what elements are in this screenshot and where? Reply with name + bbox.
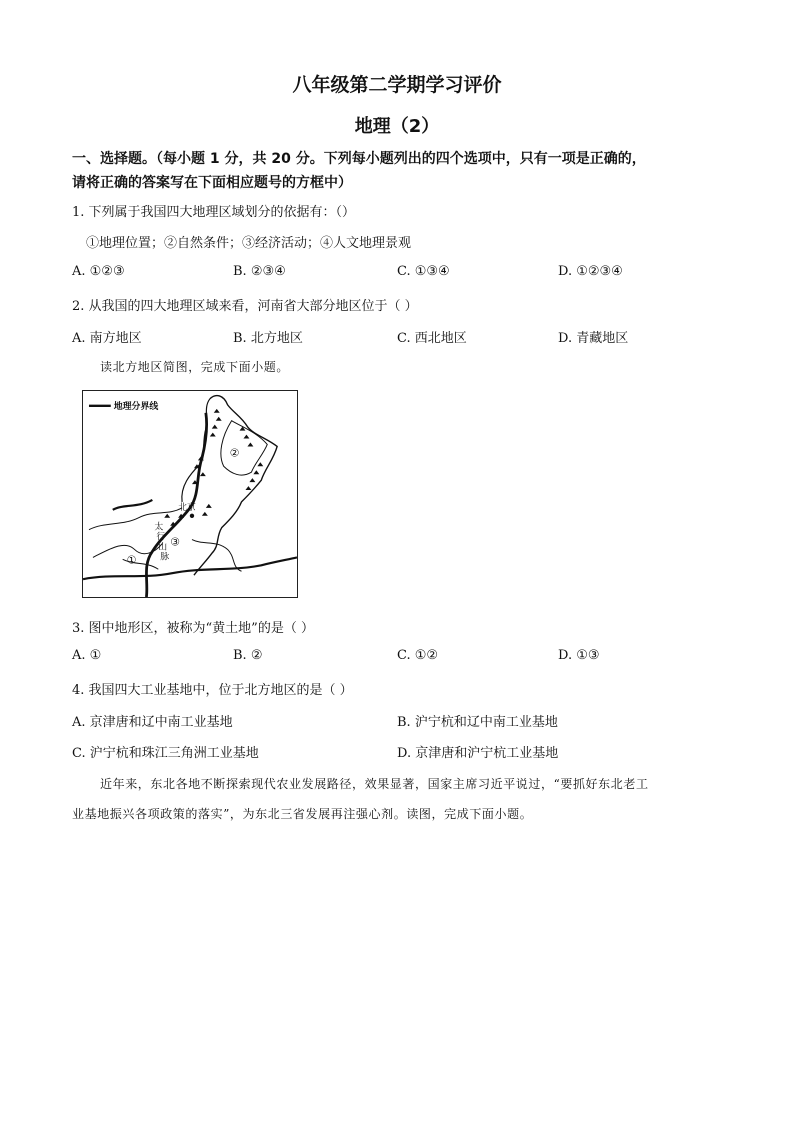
map-label-beijing: 北京 [178,502,196,513]
question-3-stem: 3. 图中地形区，被称为“黄土地”的是（ ） [72,621,314,636]
river-1 [89,508,182,530]
map-marker-3: ③ [170,535,180,549]
question-4-stem: 4. 我国四大工业基地中，位于北方地区的是（ ） [72,683,353,698]
beijing-dot [190,514,194,518]
south-boundary [83,557,297,579]
boundary-legend-label: 地理分界线 [113,401,159,412]
question-2-option-c[interactable]: C. 西北地区 [397,331,467,346]
page-subtitle: 地理（2） [354,116,440,137]
map-label-taihang-1: 太 [154,522,164,533]
question-4-option-a[interactable]: A. 京津唐和辽中南工业基地 [72,715,233,730]
north-region-map [82,390,298,598]
question-1-option-b[interactable]: B. ②③④ [233,264,286,279]
question-1-note: ①地理位置；②自然条件；③经济活动；④人文地理景观 [86,236,412,251]
map-label-taihang-4: 脉 [160,552,170,563]
map-marker-2: ② [229,446,240,460]
question-4-option-c[interactable]: C. 沪宁杭和珠江三角洲工业基地 [72,746,259,761]
question-1-option-a[interactable]: A. ①②③ [72,264,125,279]
section-heading-line1: 一、选择题。（每小题 1 分，共 20 分。下列每小题列出的四个选项中，只有一项是正确的， [72,151,646,167]
question-1-option-d[interactable]: D. ①②③④ [558,264,623,279]
question-4-option-b[interactable]: B. 沪宁杭和辽中南工业基地 [397,715,558,730]
question-4-option-d[interactable]: D. 京津唐和沪宁杭工业基地 [397,746,559,761]
reading-instruction: 读北方地区简图，完成下面小题。 [100,360,290,374]
page-title: 八年级第二学期学习评价 [292,74,502,96]
section-heading-line2: 请将正确的答案写在下面相应题号的方框中） [72,175,352,191]
passage-line-2: 业基地振兴各项政策的落实”，为东北三省发展再注强心剂。读图，完成下面小题。 [72,807,533,821]
question-1-option-c[interactable]: C. ①③④ [397,264,450,279]
question-2-stem: 2. 从我国的四大地理区域来看，河南省大部分地区位于（ ） [72,299,418,314]
map-label-taihang-2: 行 [156,532,166,543]
river-4 [192,540,242,572]
river-3 [113,500,153,510]
question-1-stem: 1. 下列属于我国四大地理区域划分的依据有：（） [72,205,356,220]
question-3-option-c[interactable]: C. ①② [397,648,439,663]
question-2-option-a[interactable]: A. 南方地区 [72,331,142,346]
map-label-taihang-3: 山 [158,542,168,553]
question-2-option-d[interactable]: D. 青藏地区 [558,331,629,346]
north-region-map-svg [83,391,297,597]
question-3-option-d[interactable]: D. ①③ [558,648,600,663]
passage-line-1: 近年来，东北各地不断探索现代农业发展路径，效果显著，国家主席习近平说过，“要抓好东北老工 [100,777,649,791]
question-3-option-a[interactable]: A. ① [72,648,102,663]
question-2-option-b[interactable]: B. 北方地区 [233,331,303,346]
map-marker-1: ① [126,553,137,567]
question-3-option-b[interactable]: B. ② [233,648,263,663]
